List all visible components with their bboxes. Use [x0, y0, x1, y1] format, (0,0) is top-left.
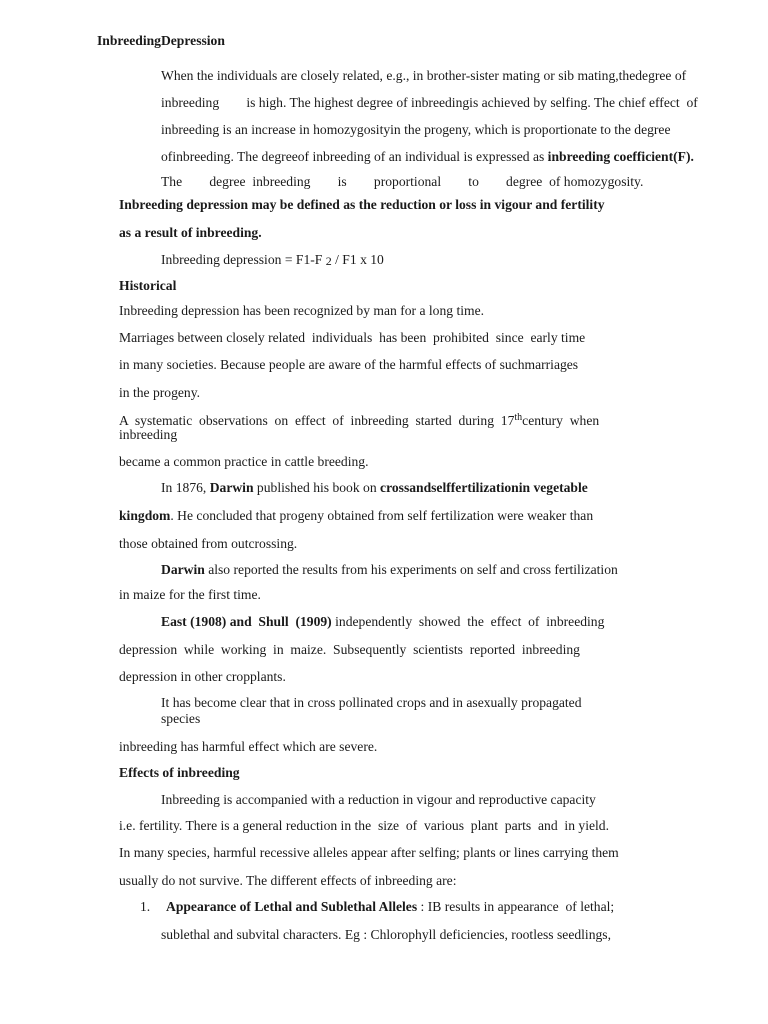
list-item-number: 1.: [140, 899, 151, 914]
intro-line-1: When the individuals are closely related, e.g., in brother-sister mating or sib mating,thedegree of: [161, 68, 687, 83]
historical-para-5-cont: inbreeding: [119, 427, 178, 442]
intro-line-5: The degree inbreeding is proportional to degree of homozygosity.: [161, 174, 644, 189]
historical-para-6: became a common practice in cattle breeding.: [119, 454, 369, 469]
effects-para-4: usually do not survive. The different effects of inbreeding are:: [119, 873, 457, 888]
east-shull-line-2: depression while working in maize. Subsequently scientists reported inbreeding: [119, 642, 580, 657]
historical-heading: Historical: [119, 278, 177, 293]
historical-para-2: Marriages between closely related individuals has been prohibited since early time: [119, 330, 586, 345]
intro-line-4: ofinbreeding. The degreeof inbreeding of an individual is expressed as inbreeding coefficient(F).: [161, 149, 694, 164]
definition-line-1: Inbreeding depression may be defined as the reduction or loss in vigour and fertility: [119, 197, 605, 212]
maize-line-2: in maize for the first time.: [119, 587, 261, 602]
cross-pollinated-line-1: It has become clear that in cross pollinated crops and in asexually propagated: [161, 695, 582, 710]
darwin-line-1: In 1876, Darwin published his book on crossandselffertilizationin vegetable: [161, 480, 588, 495]
historical-para-3: in many societies. Because people are aware of the harmful effects of suchmarriages: [119, 357, 579, 372]
formula: Inbreeding depression = F1-F 2 / F1 x 10: [161, 252, 384, 268]
maize-line-1: Darwin also reported the results from his experiments on self and cross fertilization: [161, 562, 618, 577]
historical-para-5: A systematic observations on effect of inbreeding started during 17thcentury when: [119, 412, 600, 428]
effects-para-1: Inbreeding is accompanied with a reduction in vigour and reproductive capacity: [161, 792, 596, 807]
historical-para-1: Inbreeding depression has been recognized by man for a long time.: [119, 303, 485, 318]
list-item-1: Appearance of Lethal and Sublethal Alleles : IB results in appearance of lethal;: [166, 899, 615, 914]
definition-line-2: as a result of inbreeding.: [119, 225, 262, 240]
effects-heading: Effects of inbreeding: [119, 765, 240, 780]
darwin-line-2: kingdom. He concluded that progeny obtained from self fertilization were weaker than: [119, 508, 594, 523]
cross-pollinated-line-3: inbreeding has harmful effect which are severe.: [119, 739, 378, 754]
intro-line-2: inbreeding is high. The highest degree of inbreedingis achieved by selfing. The chief effect of: [161, 95, 698, 110]
east-shull-line-1: East (1908) and Shull (1909) independently showed the effect of inbreeding: [161, 614, 605, 629]
historical-para-4: in the progeny.: [119, 385, 201, 400]
effects-para-2: i.e. fertility. There is a general reduction in the size of various plant parts and in yield.: [119, 818, 609, 833]
cross-pollinated-line-2: species: [161, 711, 201, 726]
intro-line-3: inbreeding is an increase in homozygosityin the progeny, which is proportionate to the degree: [161, 122, 671, 137]
list-item-1-cont: sublethal and subvital characters. Eg : Chlorophyll deficiencies, rootless seedlings,: [161, 927, 611, 942]
effects-para-3: In many species, harmful recessive alleles appear after selfing; plants or lines carrying them: [119, 845, 619, 860]
darwin-line-3: those obtained from outcrossing.: [119, 536, 298, 551]
page-title: InbreedingDepression: [97, 33, 225, 48]
east-shull-line-3: depression in other cropplants.: [119, 669, 286, 684]
